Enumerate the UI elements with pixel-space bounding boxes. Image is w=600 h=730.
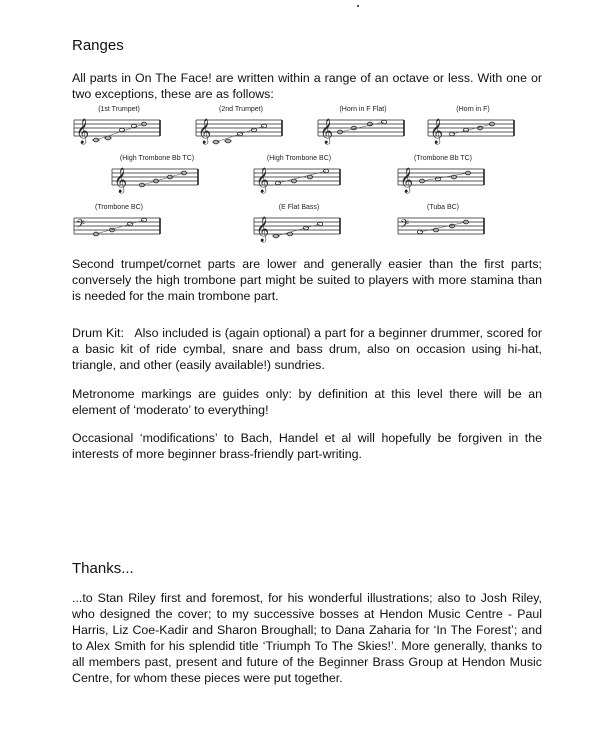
staff-label: (Horn in F) <box>456 106 490 113</box>
ranges-intro: All parts in On The Face! are written within a range of an octave or less. With one or two exceptions, these are as follows: <box>72 71 542 101</box>
range-staff <box>74 108 164 152</box>
treble-clef-icon: 𝄞 <box>76 119 90 144</box>
drum-kit-text: Also included is (again optional) a part for a beginner drummer, scored for a basic kit of ride cymbal, snare and bass drum, also on occasion using hi-hat, triangle, and other (easily available!) sundries. <box>72 326 542 372</box>
staff-notation <box>74 206 164 250</box>
staff-notation <box>74 108 164 152</box>
range-staff <box>74 206 164 250</box>
staff-label: (Tuba BC) <box>426 204 460 211</box>
staff-label: (High Trombone BC) <box>266 155 332 162</box>
staff-notation <box>112 157 202 201</box>
staff-notation <box>254 157 344 201</box>
range-staff <box>398 206 488 250</box>
staff-notation <box>254 206 344 250</box>
staff-label: (High Trombone Bb TC) <box>119 155 195 162</box>
staff-label: (1st Trumpet) <box>98 106 140 113</box>
treble-clef-icon: 𝄞 <box>400 168 414 193</box>
range-slur <box>142 173 184 185</box>
treble-clef-icon: 𝄞 <box>198 119 212 144</box>
staff-notation <box>196 108 286 152</box>
staff-notation <box>398 206 488 250</box>
metronome-paragraph: Metronome markings are guides only: by definition at this level there will be an element of ‘moderato’ to everything! <box>72 387 542 417</box>
ranges-heading: Ranges <box>72 37 124 54</box>
range-slur <box>340 122 384 132</box>
range-staff <box>254 157 344 201</box>
staff-label: (Trombone Bb TC) <box>414 155 472 162</box>
range-staff <box>196 108 286 152</box>
range-staff <box>428 108 518 152</box>
treble-clef-icon: 𝄞 <box>256 168 270 193</box>
treble-clef-icon: 𝄞 <box>256 217 270 242</box>
thanks-paragraph: ...to Stan Riley first and foremost, for his wonderful illustrations; also to Josh Riley, who designed the cover; to my successive bosses at Hendon Music Centre - Paul Harris, Liz Coe-Kadir and Sharon Broughall; to Dana Zaharia for ‘In The Forest’; and to Alex Smith for his splendid title ‘Triumph To The Skies!’. More generally, thanks to all members past, present and future of the Beginner Brass Group at Hendon Music Centre, for whom these pieces were put together. <box>72 591 542 685</box>
range-slur <box>452 124 492 134</box>
range-slur <box>216 126 264 142</box>
staff-label: (E Flat Bass) <box>278 204 320 211</box>
staff-label: (Horn in F Flat) <box>339 106 387 113</box>
treble-clef-icon: 𝄞 <box>430 119 444 144</box>
thanks-heading: Thanks... <box>72 560 134 577</box>
staff-notation <box>398 157 488 201</box>
treble-clef-icon: 𝄞 <box>320 119 334 144</box>
range-staff <box>112 157 202 201</box>
range-staff <box>318 108 408 152</box>
range-staff <box>398 157 488 201</box>
staff-notation <box>428 108 518 152</box>
staff-label: (Trombone BC) <box>95 204 143 211</box>
ranges-note: Second trumpet/cornet parts are lower and generally easier than the first parts; conversely the high trombone part might be suited to players with more stamina than is needed for the main trombone part. <box>72 257 542 303</box>
drum-kit-label: Drum Kit: <box>72 326 124 340</box>
staff-label: (2nd Trumpet) <box>219 106 263 113</box>
bass-clef-icon: 𝄢 <box>400 218 410 234</box>
modifications-paragraph: Occasional ‘modifications’ to Bach, Handel et al will hopefully be forgiven in the interests of more beginner brass-friendly part-writing. <box>72 431 542 461</box>
staff-notation <box>318 108 408 152</box>
treble-clef-icon: 𝄞 <box>114 168 128 193</box>
range-staff <box>254 206 344 250</box>
drum-kit-paragraph <box>72 325 542 373</box>
range-slur <box>420 222 466 232</box>
bass-clef-icon: 𝄢 <box>76 218 86 234</box>
scan-speck <box>357 5 359 7</box>
